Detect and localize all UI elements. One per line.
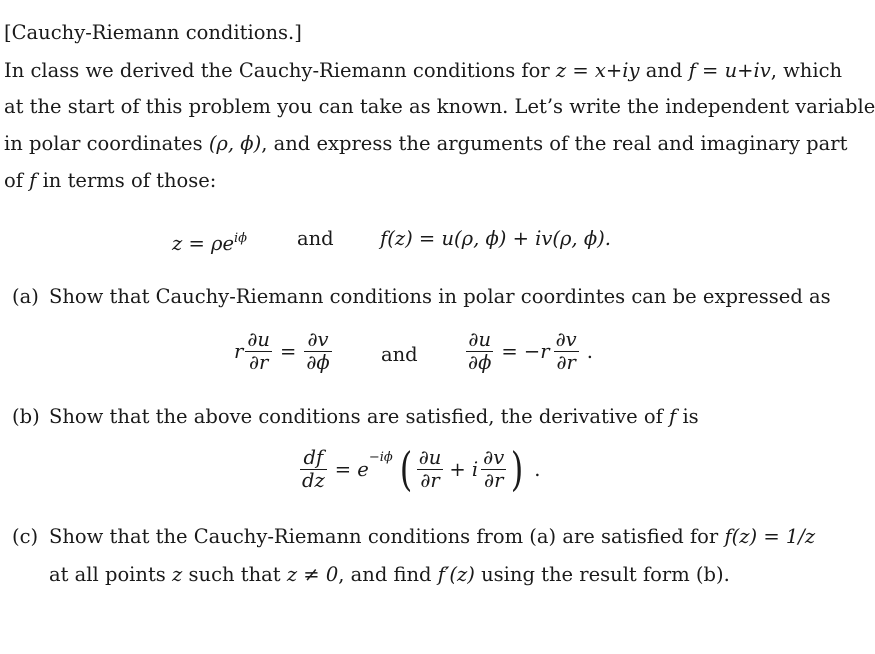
part-a-label: (a) — [12, 285, 39, 308]
polar-coords: (ρ, ϕ) — [208, 132, 262, 155]
part-a-eq-1: r $\frac{\partial u}{\partial r}$ = $\frac{\partial v}{\partial\phi}$ — [234, 328, 330, 374]
fraction-dv-dr-b: $\frac{\partial v}{\partial r}$ — [483, 445, 505, 492]
fraction-du-dphi: $\frac{\partial u}{\partial\phi}$ — [468, 328, 492, 374]
part-b-derivative-eq: $\frac{df}{dz}$ = $e^{-i\phi}$ ( $\frac{\partial u}{\partial r}$ + i $\frac{\partial v}{\partial r}$ ) . — [302, 442, 541, 496]
part-c-label: (c) — [12, 525, 39, 548]
f-definition: f = u+iv — [688, 59, 771, 82]
fraction-df-dz: $\frac{df}{dz}$ — [302, 445, 325, 492]
part-c-line-2: at all points z such that z ≠ 0, and find f′(z) using the result form (b). — [49, 563, 730, 586]
fraction-du-dr: $\frac{\partial u}{\partial r}$ — [247, 328, 270, 374]
part-b-label: (b) — [12, 405, 40, 428]
z-definition: z = x+iy — [555, 59, 640, 82]
part-b-text: Show that the above conditions are satisfied, the derivative of f is — [49, 405, 699, 428]
display-eq-f-polar: f(z) = u(ρ, ϕ) + iv(ρ, ϕ). — [380, 227, 611, 250]
left-paren: ( — [399, 442, 413, 496]
problem-title — [4, 21, 302, 45]
intro-line-2: at the start of this problem you can take as known. Let’s write the independent variable — [4, 95, 875, 118]
part-a-eq-2: $\frac{\partial u}{\partial\phi}$ = −r $\frac{\partial v}{\partial r}$ . — [468, 328, 593, 374]
display-eq-and-1: and — [297, 227, 334, 250]
title-text: [Cauchy-Riemann conditions.] — [4, 21, 302, 44]
display-eq-polar-z: $z = \rho e^{i\phi}$ — [172, 231, 248, 255]
fraction-du-dr-b: $\frac{\partial u}{\partial r}$ — [418, 445, 442, 492]
part-c-line-1: Show that the Cauchy-Riemann conditions from (a) are satisfied for f(z) = 1/z — [49, 525, 816, 548]
right-paren: ) — [510, 442, 524, 496]
fraction-dv-dr: $\frac{\partial v}{\partial r}$ — [555, 328, 577, 374]
part-a-and: and — [381, 343, 418, 366]
fraction-dv-dphi: $\frac{\partial v}{\partial\phi}$ — [306, 328, 330, 374]
intro-line-4: of f in terms of those: — [4, 169, 217, 192]
intro-line-3: in polar coordinates (ρ, ϕ), and express the arguments of the real and imaginary part — [4, 132, 848, 155]
part-a-text: Show that Cauchy-Riemann conditions in polar coordintes can be expressed as — [49, 285, 831, 308]
intro-line-1: In class we derived the Cauchy-Riemann conditions for z = x+iy and f = u+iv, which — [4, 59, 843, 82]
